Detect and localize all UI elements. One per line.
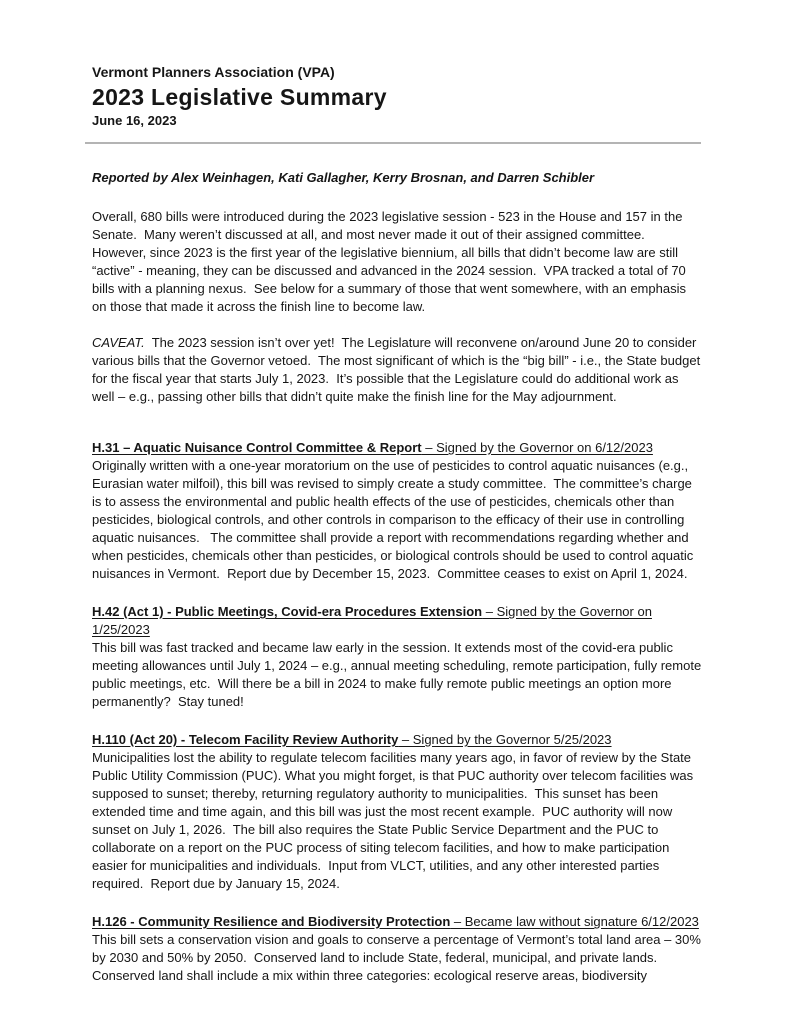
bill-status: – Signed by the Governor on 6/12/2023 (421, 440, 653, 455)
bill-section-h31 (92, 439, 703, 583)
page-title: 2023 Legislative Summary (92, 84, 387, 110)
bill-section-h126 (92, 913, 703, 985)
bill-heading (92, 603, 703, 639)
caveat-text: The 2023 session isn’t over yet! The Legislature will reconvene on/around June 20 to consider various bills that the Governor vetoed. The most significant of which is the “big bill” - i.e., the State budget for the fiscal year that starts July 1, 2023. It’s possible that the Legislature could do additional work as well – e.g., passing other bills that didn’t quite make the finish line for the May adjournment. (92, 335, 704, 404)
bill-heading (92, 439, 703, 457)
caveat-paragraph (92, 334, 704, 406)
bill-heading (92, 731, 703, 749)
bill-title: H.110 (Act 20) - Telecom Facility Review Authority (92, 732, 399, 747)
bill-status: – Became law without signature 6/12/2023 (450, 914, 699, 929)
bill-status: – Signed by the Governor 5/25/2023 (398, 732, 612, 747)
bill-section-h110 (92, 731, 703, 893)
document-date: June 16, 2023 (92, 113, 177, 128)
header-divider (85, 142, 701, 144)
bill-body: This bill sets a conservation vision and goals to conserve a percentage of Vermont’s total land area – 30% by 2030 and 50% by 2050. Conserved land to include State, federal, municipal, and private lands. Conserved land shall include a mix within three categories: ecological reserve areas, biodiversity (92, 932, 705, 983)
bill-title: H.31 – Aquatic Nuisance Control Committee & Report (92, 440, 422, 455)
bill-body: Municipalities lost the ability to regulate telecom facilities many years ago, in favor of review by the State Public Utility Commission (PUC). What you might forget, is that PUC authority over telecom facilities was supposed to sunset; thereby, returning regulatory authority to municipalities. This sunset has been extended time and time again, and this bill was just the most recent example. PUC authority will now sunset on July 1, 2026. The bill also requires the State Public Service Department and the PUC to collaborate on a report on the PUC process of siting telecom facilities, and how to make participation easier for municipalities and individuals. Input from VLCT, utilities, and any other interested parties required. Report due by January 15, 2024. (92, 750, 697, 891)
caveat-label: CAVEAT. (92, 335, 145, 350)
bill-title: H.42 (Act 1) - Public Meetings, Covid-era Procedures Extension (92, 604, 483, 619)
overview-paragraph: Overall, 680 bills were introduced during the 2023 legislative session - 523 in the House and 157 in the Senate. Many weren’t discussed at all, and most never made it out of their assigned committee. However, since 2023 is the first year of the legislative biennium, all bills that didn’t become law are still “active” - meaning, they can be discussed and advanced in the 2024 session. VPA tracked a total of 70 bills with a planning nexus. See below for a summary of those that went somewhere, with an emphasis on those that made it across the finish line to become law. (92, 209, 690, 314)
bill-body: Originally written with a one-year moratorium on the use of pesticides to control aquatic nuisances (e.g., Eurasian water milfoil), this bill was revised to simply create a study committee. The committee’s charge is to assess the environmental and public health effects of the use of pesticides, chemicals other than pesticides, biological controls, and other controls in comparison to the efficacy of their use in controlling aquatic nuisances. The committee shall provide a report with recommendations regarding whether and when pesticides, chemicals other than pesticides, or biological controls should be used to control aquatic nuisances in Vermont. Report due by December 15, 2023. Committee ceases to exist on April 1, 2024. (92, 458, 697, 581)
bill-section-h42 (92, 603, 703, 711)
bill-heading (92, 913, 703, 931)
org-name: Vermont Planners Association (VPA) (92, 64, 335, 80)
byline: Reported by Alex Weinhagen, Kati Gallagher, Kerry Brosnan, and Darren Schibler (92, 170, 595, 185)
bill-body: This bill was fast tracked and became law early in the session. It extends most of the covid-era public meeting allowances until July 1, 2024 – e.g., annual meeting scheduling, remote participation, fully remote public meetings, etc. Will there be a bill in 2024 to make fully remote public meetings an option more permanently? Stay tuned! (92, 640, 705, 709)
bill-title: H.126 - Community Resilience and Biodiversity Protection (92, 914, 451, 929)
bill-status: – Signed by the Governor on 1/25/2023 (92, 604, 652, 637)
document-header (92, 64, 703, 129)
